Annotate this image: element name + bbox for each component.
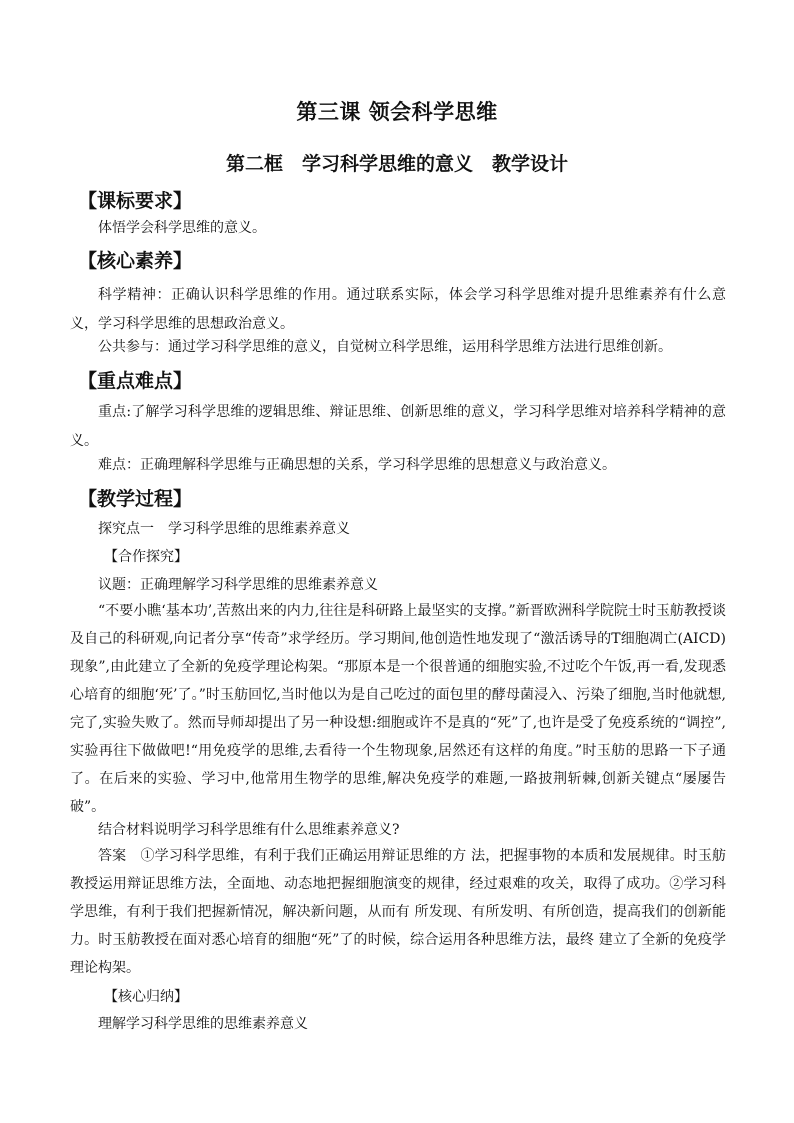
question-text: 结合材料说明学习科学思维有什么思维素养意义? — [98, 822, 400, 838]
explore-point: 探究点一 学习科学思维的思维素养意义 — [98, 521, 350, 537]
topic-text: 议题：正确理解学习科学思维的思维素养意义 — [98, 577, 378, 593]
summary-text: 理解学习科学思维的思维素养意义 — [98, 1016, 308, 1032]
literacy-science-paragraph: 科学精神：正确认识科学思维的作用。通过联系实际，体会学习科学思维对提升思维素养有什么意义，学习科学思维的思想政治意义。 — [70, 287, 726, 332]
keypoints-key-paragraph: 重点:了解学习科学思维的逻辑思维、辩证思维、创新思维的意义，学习科学思维对培养科学精神的意义。 — [70, 404, 726, 449]
keypoints-heading: 【重点难点】 — [78, 370, 193, 392]
material-paragraph: “不要小瞧‘基本功’,苦熬出来的内力,往往是科研路上最坚实的支撑。”新晋欧洲科学院院士时玉舫教授谈及自己的科研观,向记者分享“传奇”求学经历。学习期间,他创造性地发现了“激活诱导的T细胞凋亡(AICD)现象”,由此建立了全新的免疫学理论构架。“那原本是一个很普通的细胞实验,不过吃个午饭,再一看,发现悉心培育的细胞‘死’了。”时玉舫回忆,当时他以为是自己吃过的面包里的酵母菌浸入、污染了细胞,当时他就想,完了,实验失败了。然而导师却提出了另一种设想:细胞或许不是真的“死”了,也许是受了免疫系统的“调控”,实验再往下做做吧!“用免疫学的思维,去看待一个生物现象,居然还有这样的角度。”时玉舫的思路一下子通了。在后来的实验、学习中,他常用生物学的思维,解决免疫学的难题,一路披荆斩棘,创新关键点“屡屡告破”。 — [70, 603, 726, 815]
cooperate-label: 【合作探究】 — [104, 549, 188, 565]
literacy-public-paragraph: 公共参与：通过学习科学思维的意义，自觉树立科学思维，运用科学思维方法进行思维创新。 — [98, 339, 672, 355]
literacy-heading: 【核心素养】 — [78, 250, 193, 272]
summary-label: 【核心归纳】 — [104, 989, 188, 1005]
curriculum-text: 体悟学会科学思维的意义。 — [98, 220, 266, 236]
keypoints-difficult-paragraph: 难点：正确理解科学思维与正确思想的关系，学习科学思维的思想意义与政治意义。 — [98, 457, 616, 473]
curriculum-heading: 【课标要求】 — [78, 190, 193, 212]
lesson-title: 第三课 领会科学思维 — [296, 100, 498, 124]
lesson-subtitle: 第二框 学习科学思维的意义 教学设计 — [225, 153, 568, 175]
answer-paragraph: 答案 ①学习科学思维，有利于我们正确运用辩证思维的方 法，把握事物的本质和发展规律。时玉舫教授运用辩证思维方法，全面地、动态地把握细胞演变的规律，经过艰难的攻关，取得了成功。②学习科学思维，有利于我们把握新情况，解决新问题，从而有 所发现、有所发明、有所创造，提高我们的创新能力。时玉舫教授在面对悉心培育的细胞“死”了的时候，综合运用各种思维方法，最终 建立了全新的免疫学理论构架。 — [70, 848, 726, 976]
process-heading: 【教学过程】 — [78, 488, 193, 510]
